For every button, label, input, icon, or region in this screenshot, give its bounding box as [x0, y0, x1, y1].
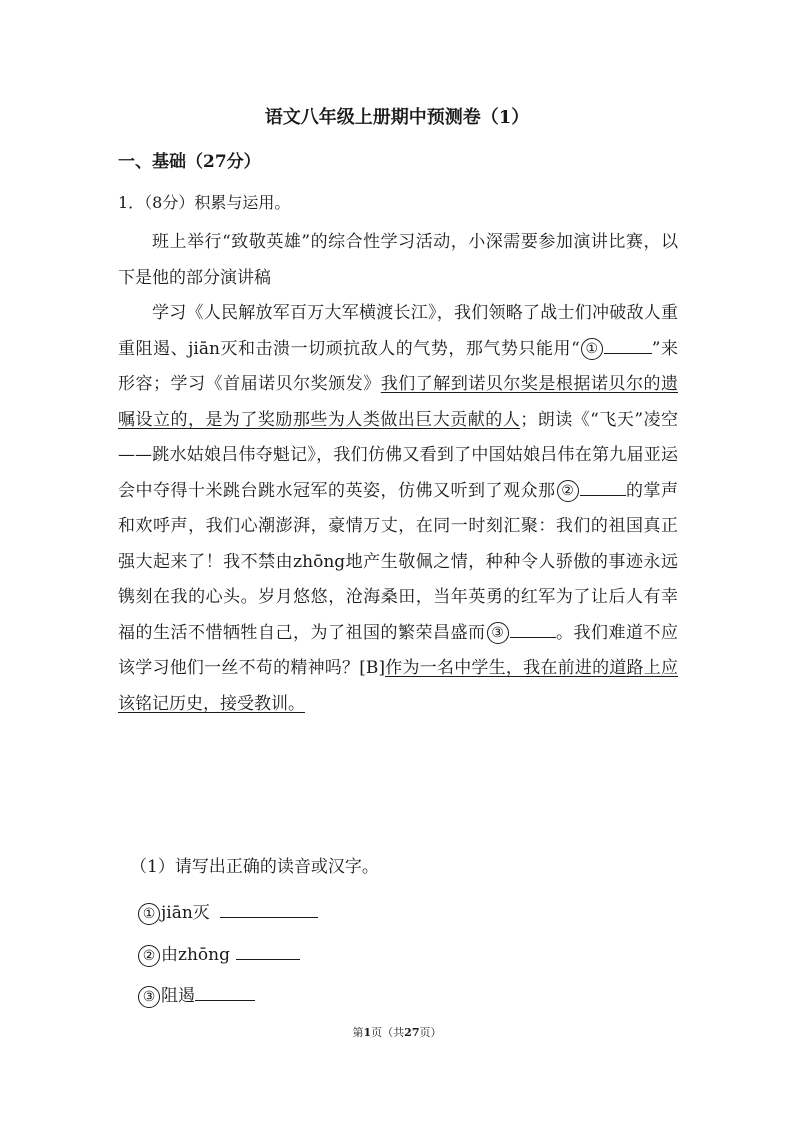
- answer-marker-2: ②: [138, 945, 160, 967]
- answer-marker-1: ①: [138, 903, 160, 925]
- footer-text: 页（共: [371, 1026, 405, 1039]
- answer-line-2: [137, 940, 300, 967]
- underlined-sentence-a: 我们了解到诺贝尔奖是根据诺贝尔的遗嘱设立的，是为了奖励那些为人类做出巨大贡献的人: [118, 374, 679, 430]
- passage-paragraph-1: 班上举行“致敬英雄”的综合性学习活动，小深需要参加演讲比赛，以下是他的部分演讲稿: [118, 232, 678, 288]
- blank-marker-2: ②: [557, 480, 579, 502]
- answer-label-2: 由zhōng: [161, 945, 230, 965]
- fill-blank-3[interactable]: [510, 619, 556, 638]
- footer-text: 第: [352, 1026, 364, 1039]
- section-heading: 一、基础（27分）: [118, 152, 261, 172]
- passage-paragraph-2: [118, 296, 678, 722]
- fill-blank-2[interactable]: [580, 477, 626, 496]
- passage-text: 学习《人民解放军百万大军横渡长江》，我们领略了战士们冲破敌人重重阻遏、jiān灭和击溃一切顽抗敌人的气势，那气势只能用“: [118, 303, 678, 359]
- page-title: 语文八年级上册期中预测卷（1）: [264, 107, 530, 128]
- page-footer: [0, 1024, 794, 1040]
- passage-text: ；朗读《“飞天”凌空——跳水姑娘吕伟夺魁记》，我们仿佛又看到了中国姑娘吕伟在第九届亚运会中夺得十米跳台跳水冠军的英姿，仿佛又听到了观众那: [118, 409, 678, 501]
- footer-page-number: 1: [363, 1026, 372, 1039]
- blank-marker-3: ③: [487, 622, 509, 644]
- fill-blank-1[interactable]: [604, 335, 652, 354]
- underlined-sentence-b: 作为一名中学生，我在前进的道路上应该铭记历史，接受教训。: [118, 658, 678, 714]
- footer-total-pages: 27: [404, 1026, 420, 1039]
- passage-text: 的掌声和欢呼声，我们心潮澎湃，豪情万丈，在同一时刻汇聚：我们的祖国真正强大起来了！我不禁由zhōng地产生敬佩之情，种种令人骄傲的事迹永远镌刻在我的心头。岁月悠悠，沧海桑田，当年英勇的红军为了让后人有幸福的生活不惜牺牲自己，为了祖国的繁荣昌盛而: [118, 480, 678, 643]
- footer-text: 页）: [419, 1026, 442, 1039]
- passage-text: ”来形容；学习《首届诺贝尔奖颁发》: [118, 338, 678, 394]
- answer-blank-1[interactable]: [220, 899, 318, 918]
- sub-question-1: （1）请写出正确的读音或汉字。: [130, 857, 379, 877]
- answer-line-1: [137, 898, 318, 925]
- answer-label-1: jiān灭: [161, 903, 210, 923]
- speech-passage: [118, 225, 678, 722]
- passage-text: 。我们难道不应该学习他们一丝不苟的精神吗？[B]: [118, 622, 678, 678]
- answer-blank-3[interactable]: [195, 982, 255, 1001]
- answer-label-3: 阻遏: [161, 986, 195, 1006]
- answer-blank-2[interactable]: [236, 941, 300, 960]
- answer-line-3: [137, 981, 255, 1008]
- blank-marker-1: ①: [581, 338, 603, 360]
- answer-marker-3: ③: [138, 986, 160, 1008]
- question-1-stem: 1．（8分）积累与运用。: [118, 193, 291, 212]
